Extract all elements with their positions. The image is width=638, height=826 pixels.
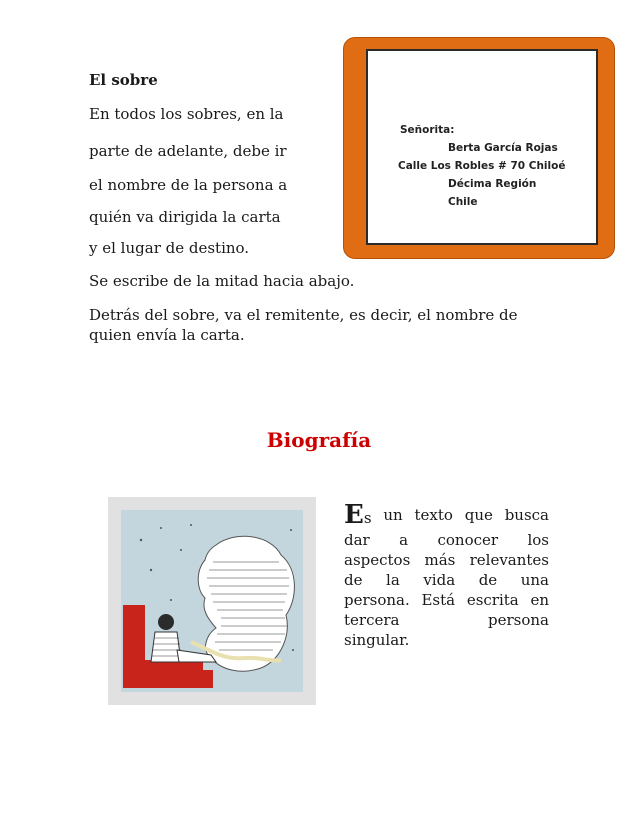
envelope-recipient-name: Berta García Rojas (448, 142, 558, 154)
biografia-word: escrita (466, 591, 519, 609)
biografia-word: Es (344, 500, 372, 530)
biografia-word: una (520, 571, 549, 589)
biografia-line (344, 630, 549, 650)
biografia-word: de (344, 571, 363, 589)
writer-illustration (121, 510, 303, 692)
biografia-word: persona. (344, 591, 410, 609)
sobre-line: Se escribe de la mitad hacia abajo. (89, 272, 355, 290)
envelope-street: Calle Los Robles # 70 Chiloé (398, 160, 566, 172)
biografia-line (344, 570, 549, 590)
remitente-paragraph: Detrás del sobre, va el remitente, es decir, el nombre de quien envía la carta. (89, 306, 518, 344)
biografia-word: tercera (344, 611, 400, 629)
sobre-line: y el lugar de destino. (89, 239, 250, 257)
envelope-image (343, 37, 615, 259)
biografia-word: aspectos (344, 551, 411, 569)
biografia-line (344, 610, 549, 630)
biografia-word: texto (414, 506, 453, 524)
biografia-word: más (424, 551, 456, 569)
biografia-word: busca (504, 506, 549, 524)
biografia-word: en (530, 591, 549, 609)
biografia-word: de (478, 571, 498, 589)
sobre-line: el nombre de la persona a (89, 176, 288, 194)
biografia-word: los (527, 531, 549, 549)
biografia-word: un (383, 506, 403, 524)
biografia-word: a (399, 531, 409, 549)
sobre-line: quién va dirigida la carta (89, 208, 281, 226)
drop-cap: E (344, 500, 364, 530)
envelope-front (366, 49, 598, 245)
sobre-line: En todos los sobres, en la (89, 105, 284, 123)
biografia-illustration-frame (108, 497, 316, 705)
biografia-word: singular. (344, 631, 410, 649)
biografia-word: que (464, 506, 493, 524)
writer-illustration-art (121, 510, 303, 692)
biografia-word: conocer (437, 531, 499, 549)
envelope-region: Décima Región (448, 178, 537, 190)
biografia-line (344, 500, 549, 530)
envelope-salutation: Señorita: (400, 124, 455, 136)
biografia-heading: Biografía (266, 428, 372, 452)
sobre-line: parte de adelante, debe ir (89, 142, 287, 160)
sobre-heading: El sobre (89, 71, 158, 89)
biografia-line (344, 530, 549, 550)
biografia-word: dar (344, 531, 370, 549)
biografia-definition (344, 500, 549, 650)
biografia-word: persona (488, 611, 549, 629)
envelope-country: Chile (448, 196, 478, 208)
biografia-word: vida (423, 571, 456, 589)
biografia-line (344, 550, 549, 570)
biografia-word: Está (421, 591, 456, 609)
biografia-word: relevantes (469, 551, 549, 569)
biografia-line (344, 590, 549, 610)
biografia-word: la (386, 571, 400, 589)
